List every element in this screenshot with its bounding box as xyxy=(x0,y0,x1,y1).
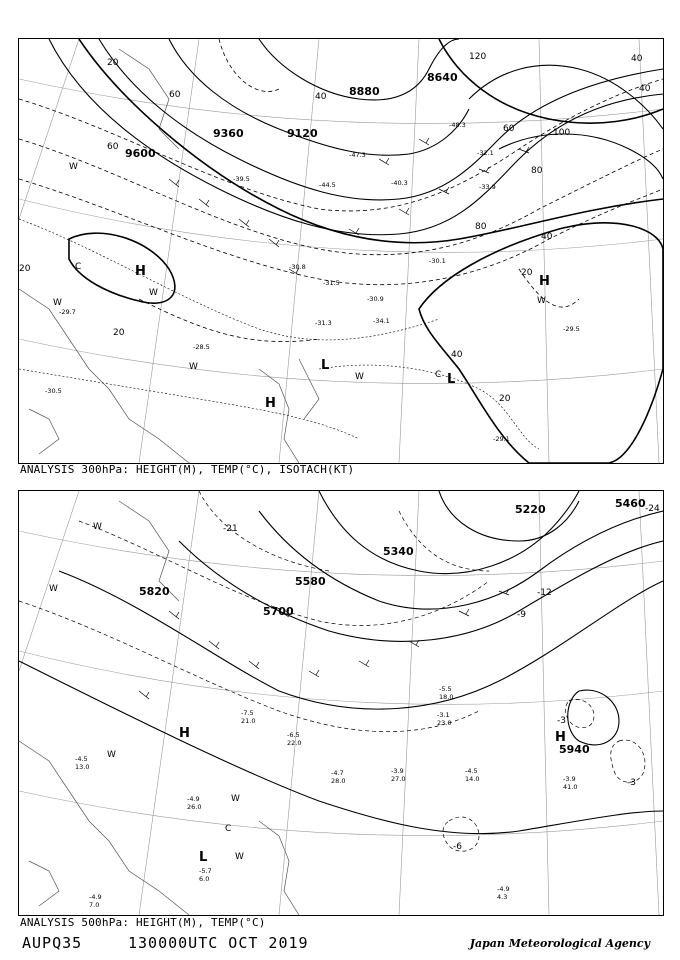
temp-label: -30.1 xyxy=(429,257,446,265)
temp-label: -40.3 xyxy=(391,179,408,187)
temp-label: -28.5 xyxy=(193,343,210,351)
high-center: H xyxy=(179,726,190,741)
isotach-label: 20 xyxy=(107,58,119,68)
height-label: 5820 xyxy=(139,585,170,598)
isotach-label: 80 xyxy=(531,166,543,176)
temp-label: -3 xyxy=(627,778,636,788)
station-temp: -6.5 xyxy=(287,731,300,739)
station-temp: -4.5 xyxy=(75,755,88,763)
map-300hpa xyxy=(19,39,663,463)
station-dewpoint: 41.0 xyxy=(563,783,578,791)
isotach-label: 40 xyxy=(541,232,553,242)
station-temp: -4.9 xyxy=(497,885,510,893)
station-temp: -4.9 xyxy=(89,893,102,901)
temperature-lines xyxy=(19,219,539,449)
station-dewpoint: 6.0 xyxy=(199,875,210,883)
temp-label: -29.7 xyxy=(59,308,76,316)
temp-label: -31.3 xyxy=(315,319,332,327)
height-label: 8640 xyxy=(427,71,458,84)
height-label: 5460 xyxy=(615,497,646,510)
temp-label: -30.9 xyxy=(367,295,384,303)
wind-barbs xyxy=(139,589,509,699)
station-temp: -5.7 xyxy=(199,867,212,875)
agency-name: Japan Meteorological Agency xyxy=(469,937,650,950)
caption-500hpa: ANALYSIS 500hPa: HEIGHT(M), TEMP(°C) xyxy=(20,916,266,929)
warm-center: W xyxy=(149,288,158,298)
station-temp: -4.9 xyxy=(187,795,200,803)
warm-center: W xyxy=(93,522,102,532)
isotach-label: 20 xyxy=(19,264,31,274)
station-dewpoint: 21.0 xyxy=(241,717,256,725)
temp-label: -32.1 xyxy=(477,149,494,157)
isotach-label: 40 xyxy=(451,350,463,360)
station-dewpoint: 14.0 xyxy=(465,775,480,783)
temp-label: -47.3 xyxy=(349,151,366,159)
temp-label: -31.5 xyxy=(323,279,340,287)
cold-center: C xyxy=(225,824,232,834)
coastline xyxy=(19,501,302,915)
station-temp: -3.9 xyxy=(391,767,404,775)
temp-label: -30.5 xyxy=(45,387,62,395)
station-temp: -7.5 xyxy=(241,709,254,717)
isotach-label: 60 xyxy=(169,90,181,100)
temperature-lines xyxy=(19,491,645,851)
warm-center: W xyxy=(189,362,198,372)
station-dewpoint: 4.3 xyxy=(497,893,508,901)
temp-label: -44.5 xyxy=(319,181,336,189)
temp-label: -29.5 xyxy=(563,325,580,333)
cold-center: C xyxy=(435,370,442,380)
high-center: H xyxy=(265,396,276,411)
temp-label: -21 xyxy=(223,524,238,534)
high-center: H xyxy=(135,264,146,279)
height-contours xyxy=(49,39,663,235)
station-dewpoint: 23.0 xyxy=(437,719,452,727)
isotach-label: 120 xyxy=(469,52,487,62)
station-temp: -4.5 xyxy=(465,767,478,775)
temp-label: -6 xyxy=(453,842,462,852)
valid-time: 130000UTC OCT 2019 xyxy=(128,934,309,952)
station-temp: -3.1 xyxy=(437,711,450,719)
map-500hpa xyxy=(19,491,663,915)
low-center: L xyxy=(199,850,208,865)
high-center: H xyxy=(539,274,550,289)
isotach-label: 20 xyxy=(499,394,511,404)
warm-center: W xyxy=(235,852,244,862)
station-dewpoint: 26.0 xyxy=(187,803,202,811)
isotach-label: 40 xyxy=(315,92,327,102)
height-label: 5700 xyxy=(263,605,294,618)
height-label: 5220 xyxy=(515,503,546,516)
warm-center: W xyxy=(231,794,240,804)
warm-center: W xyxy=(355,372,364,382)
temp-label: -34.1 xyxy=(373,317,390,325)
cold-center: C xyxy=(75,262,82,272)
height-label: 9600 xyxy=(125,147,156,160)
temp-label: -30.8 xyxy=(289,263,306,271)
station-dewpoint: 27.0 xyxy=(391,775,406,783)
temp-label: -39.5 xyxy=(233,175,250,183)
height-label: 8880 xyxy=(349,85,380,98)
station-dewpoint: 22.0 xyxy=(287,739,302,747)
height-label: 5340 xyxy=(383,545,414,558)
station-dewpoint: 28.0 xyxy=(331,777,346,785)
isotach-label: 40 xyxy=(639,84,651,94)
isotach-label: 40 xyxy=(631,54,643,64)
isotach-label: 80 xyxy=(475,222,487,232)
warm-center: W xyxy=(53,298,62,308)
temp-label: -24 xyxy=(645,504,660,514)
warm-center: W xyxy=(107,750,116,760)
warm-center: W xyxy=(49,584,58,594)
station-dewpoint: 18.0 xyxy=(439,693,454,701)
height-label: 9360 xyxy=(213,127,244,140)
chart-300hpa xyxy=(18,38,664,464)
warm-center: W xyxy=(537,296,546,306)
station-temp: -4.7 xyxy=(331,769,344,777)
high-center: H xyxy=(555,730,566,745)
isotach-label: 60 xyxy=(107,142,119,152)
temp-label: -12 xyxy=(537,588,552,598)
low-center: L xyxy=(321,358,330,373)
station-temp: -3.9 xyxy=(563,775,576,783)
temp-label: -3 xyxy=(557,716,566,726)
temp-label: -33.9 xyxy=(479,183,496,191)
isotach-contours xyxy=(69,39,663,463)
isotach-label: 100 xyxy=(553,128,571,138)
warm-center: W xyxy=(69,162,78,172)
isotach-label: 60 xyxy=(503,124,515,134)
product-code: AUPQ35 xyxy=(22,934,83,952)
temp-label: -29.1 xyxy=(493,435,510,443)
station-temp: -5.5 xyxy=(439,685,452,693)
temp-label: -48.3 xyxy=(449,121,466,129)
station-dewpoint: 13.0 xyxy=(75,763,90,771)
isotach-label: 20 xyxy=(521,268,533,278)
station-dewpoint: 7.0 xyxy=(89,901,100,909)
height-label: 5580 xyxy=(295,575,326,588)
height-label: 5940 xyxy=(559,743,590,756)
isotach-label: 20 xyxy=(113,328,125,338)
temp-label: -9 xyxy=(517,610,526,620)
low-center: L xyxy=(447,372,456,387)
height-label: 9120 xyxy=(287,127,318,140)
chart-500hpa xyxy=(18,490,664,916)
caption-300hpa: ANALYSIS 300hPa: HEIGHT(M), TEMP(°C), ISOTACH(KT) xyxy=(20,463,355,476)
